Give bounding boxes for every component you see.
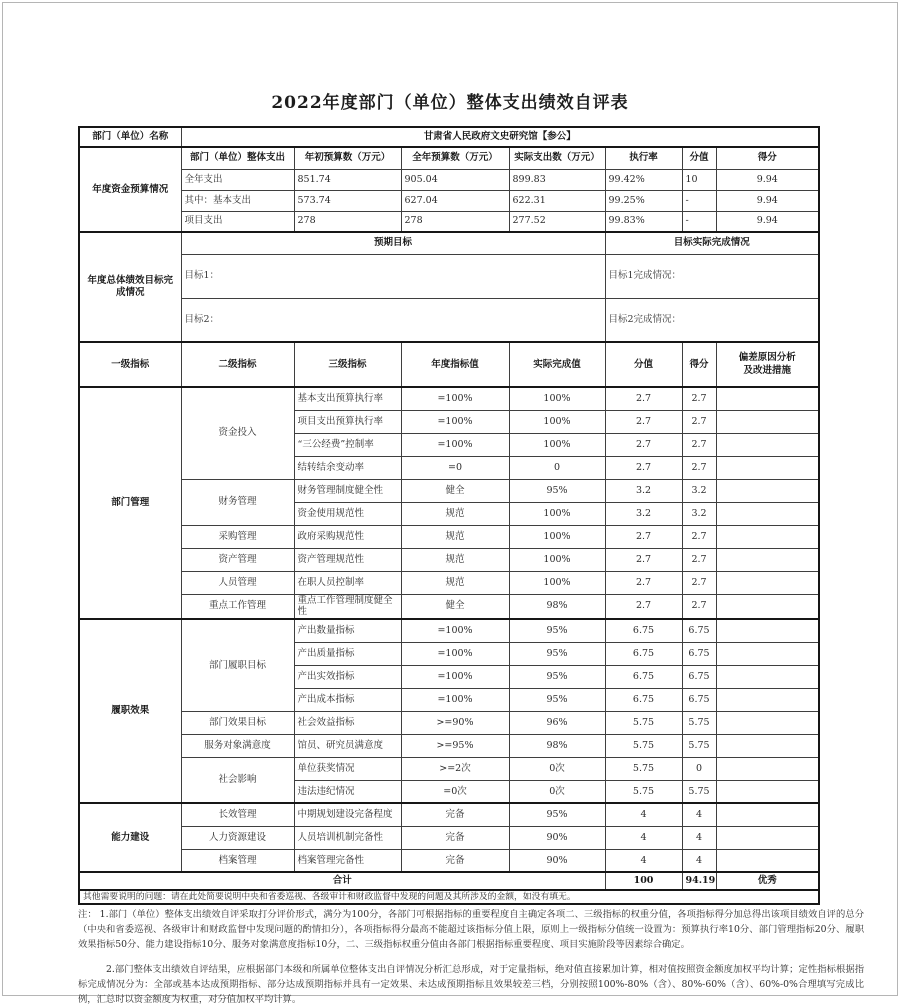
score-cell: 6.75 bbox=[682, 665, 716, 688]
points-cell: 2.7 bbox=[605, 410, 682, 433]
level3-cell: “三公经费”控制率 bbox=[294, 433, 401, 456]
indicator-row bbox=[79, 548, 819, 571]
score-cell: 9.94 bbox=[716, 169, 819, 190]
goal2-actual-cell: 目标2完成情况： bbox=[605, 298, 819, 342]
points-cell: 2.7 bbox=[605, 594, 682, 619]
level3-cell: 馆员、研究员满意度 bbox=[294, 734, 401, 757]
score-cell: 3.2 bbox=[682, 479, 716, 502]
level2-cell: 社会影响 bbox=[181, 757, 294, 803]
goals-header-row bbox=[79, 232, 819, 254]
score-cell: 2.7 bbox=[682, 525, 716, 548]
deviation-cell bbox=[716, 665, 819, 688]
actual-cell: 100% bbox=[509, 502, 605, 525]
initial-budget-cell: 573.74 bbox=[294, 190, 401, 211]
goal1-expected-cell: 目标1： bbox=[181, 254, 605, 298]
budget-col-header: 全年预算数（万元） bbox=[401, 147, 509, 169]
target-cell: 健全 bbox=[401, 479, 509, 502]
score-cell: 5.75 bbox=[682, 734, 716, 757]
budget-row-project bbox=[79, 211, 819, 232]
points-cell: 4 bbox=[605, 849, 682, 872]
score-cell: 3.2 bbox=[682, 502, 716, 525]
level2-cell: 资金投入 bbox=[181, 387, 294, 479]
deviation-cell bbox=[716, 619, 819, 642]
target-cell: >=90% bbox=[401, 711, 509, 734]
annual-budget-cell: 905.04 bbox=[401, 169, 509, 190]
target-cell: 规范 bbox=[401, 571, 509, 594]
total-label: 合计 bbox=[79, 872, 605, 890]
indicators-header-row bbox=[79, 342, 819, 387]
target-cell: 规范 bbox=[401, 525, 509, 548]
budget-col-header: 执行率 bbox=[605, 147, 682, 169]
level3-cell: 档案管理完备性 bbox=[294, 849, 401, 872]
points-cell: 3.2 bbox=[605, 479, 682, 502]
annual-budget-cell: 627.04 bbox=[401, 190, 509, 211]
indicator-row bbox=[79, 849, 819, 872]
level2-cell: 财务管理 bbox=[181, 479, 294, 525]
actual-cell: 100% bbox=[509, 571, 605, 594]
level3-cell: 项目支出预算执行率 bbox=[294, 410, 401, 433]
points-cell: 2.7 bbox=[605, 433, 682, 456]
actual-cell: 100% bbox=[509, 410, 605, 433]
actual-cell: 95% bbox=[509, 803, 605, 826]
budget-header-row bbox=[79, 147, 819, 169]
budget-row-label: 其中：基本支出 bbox=[181, 190, 294, 211]
points-cell: 6.75 bbox=[605, 665, 682, 688]
actual-cell: 100% bbox=[509, 433, 605, 456]
goal-row-2 bbox=[79, 298, 819, 342]
level3-cell: 基本支出预算执行率 bbox=[294, 387, 401, 410]
actual-cell: 95% bbox=[509, 642, 605, 665]
other-issues-row bbox=[79, 890, 819, 904]
score-cell: 5.75 bbox=[682, 780, 716, 803]
footnotes bbox=[78, 908, 864, 1008]
deviation-cell bbox=[716, 780, 819, 803]
actual-cell: 95% bbox=[509, 479, 605, 502]
actual-cell: 100% bbox=[509, 525, 605, 548]
points-cell: - bbox=[682, 211, 716, 232]
deviation-header-line1: 偏差原因分析 bbox=[738, 352, 796, 364]
department-name-row bbox=[79, 127, 819, 147]
indicator-col-header: 三级指标 bbox=[294, 342, 401, 387]
actual-cell: 90% bbox=[509, 826, 605, 849]
total-score-cell: 94.19 bbox=[682, 872, 716, 890]
deviation-cell bbox=[716, 525, 819, 548]
score-cell: 4 bbox=[682, 826, 716, 849]
deviation-cell bbox=[716, 594, 819, 619]
indicator-row bbox=[79, 594, 819, 619]
level3-cell: 资产管理规范性 bbox=[294, 548, 401, 571]
footnote-paragraph-2: 2.部门整体支出绩效自评结果，应根据部门本级和所属单位整体支出自评情况分析汇总形成，对于定量指标，绝对值直接累加计算，相对值按照资金额度加权平均计算；定性指标根据指标完成情况分为：全部或基本达成预期指标、部分达成预期指标并具有一定效果、未达成预期指标且效果较差三档，分别按照100%-80%（含）、80%-60%（含）、60%-0%合理填写完成比例，汇总时以资金额度为权重，对分值加权平均计算。 bbox=[78, 964, 864, 1005]
indicator-row bbox=[79, 387, 819, 410]
deviation-cell bbox=[716, 849, 819, 872]
level3-cell: 违法违纪情况 bbox=[294, 780, 401, 803]
score-cell: 0 bbox=[682, 757, 716, 780]
actual-expense-cell: 277.52 bbox=[509, 211, 605, 232]
level3-cell: 在职人员控制率 bbox=[294, 571, 401, 594]
indicator-row bbox=[79, 571, 819, 594]
deviation-cell bbox=[716, 757, 819, 780]
score-cell: 2.7 bbox=[682, 594, 716, 619]
actual-cell: 0次 bbox=[509, 780, 605, 803]
indicator-row bbox=[79, 619, 819, 642]
target-cell: 健全 bbox=[401, 594, 509, 619]
goal1-actual-cell: 目标1完成情况： bbox=[605, 254, 819, 298]
level2-cell: 部门履职目标 bbox=[181, 619, 294, 711]
goal2-expected-cell: 目标2： bbox=[181, 298, 605, 342]
points-cell: 5.75 bbox=[605, 757, 682, 780]
level2-cell: 资产管理 bbox=[181, 548, 294, 571]
score-cell: 2.7 bbox=[682, 387, 716, 410]
execution-rate-cell: 99.25% bbox=[605, 190, 682, 211]
level2-cell: 档案管理 bbox=[181, 849, 294, 872]
points-cell: 5.75 bbox=[605, 780, 682, 803]
actual-cell: 98% bbox=[509, 594, 605, 619]
department-name-value: 甘肃省人民政府文史研究馆【参公】 bbox=[181, 127, 819, 147]
target-cell: =100% bbox=[401, 433, 509, 456]
actual-cell: 95% bbox=[509, 688, 605, 711]
actual-cell: 100% bbox=[509, 387, 605, 410]
budget-col-header: 部门（单位）整体支出 bbox=[181, 147, 294, 169]
deviation-cell bbox=[716, 688, 819, 711]
target-cell: =100% bbox=[401, 642, 509, 665]
target-cell: 规范 bbox=[401, 502, 509, 525]
deviation-cell bbox=[716, 803, 819, 826]
indicator-col-header: 一级指标 bbox=[79, 342, 181, 387]
level3-cell: 产出质量指标 bbox=[294, 642, 401, 665]
deviation-cell bbox=[716, 387, 819, 410]
initial-budget-cell: 851.74 bbox=[294, 169, 401, 190]
target-cell: =0 bbox=[401, 456, 509, 479]
indicator-row bbox=[79, 757, 819, 780]
deviation-cell bbox=[716, 502, 819, 525]
goals-section-label: 年度总体绩效目标完成情况 bbox=[79, 232, 181, 342]
score-cell: 2.7 bbox=[682, 410, 716, 433]
annual-budget-cell: 278 bbox=[401, 211, 509, 232]
target-cell: >=95% bbox=[401, 734, 509, 757]
level3-cell: 政府采购规范性 bbox=[294, 525, 401, 548]
target-cell: =100% bbox=[401, 387, 509, 410]
points-cell: - bbox=[682, 190, 716, 211]
score-cell: 2.7 bbox=[682, 433, 716, 456]
score-cell: 6.75 bbox=[682, 619, 716, 642]
level2-cell: 部门效果目标 bbox=[181, 711, 294, 734]
actual-cell: 0 bbox=[509, 456, 605, 479]
indicator-col-header: 得分 bbox=[682, 342, 716, 387]
actual-goal-header: 目标实际完成情况 bbox=[605, 232, 819, 254]
budget-row-total bbox=[79, 169, 819, 190]
points-cell: 2.7 bbox=[605, 525, 682, 548]
deviation-header-line2: 及改进措施 bbox=[743, 364, 792, 376]
points-cell: 6.75 bbox=[605, 619, 682, 642]
deviation-cell bbox=[716, 711, 819, 734]
execution-rate-cell: 99.42% bbox=[605, 169, 682, 190]
points-cell: 2.7 bbox=[605, 548, 682, 571]
budget-col-header: 实际支出数（万元） bbox=[509, 147, 605, 169]
points-cell: 10 bbox=[682, 169, 716, 190]
actual-cell: 95% bbox=[509, 619, 605, 642]
score-cell: 2.7 bbox=[682, 548, 716, 571]
indicator-col-header: 年度指标值 bbox=[401, 342, 509, 387]
deviation-cell bbox=[716, 734, 819, 757]
budget-col-header: 年初预算数（万元） bbox=[294, 147, 401, 169]
other-issues-note: 其他需要说明的问题：请在此处简要说明中央和省委巡视、各级审计和财政监督中发现的问题及其所涉及的金额，如没有填无。 bbox=[79, 890, 819, 904]
page-title: 2022年度部门（单位）整体支出绩效自评表 bbox=[271, 93, 629, 113]
footnote-paragraph-1: 注： 1.部门（单位）整体支出绩效自评采取打分评价形式，满分为100分，各部门可根据指标的重要程度自主确定各项二、三级指标的权重分值，各项指标得分加总得出该项目绩效自评的总分（中央和省委巡视、各级审计和财政监督中发现问题的酌情扣分），各项指标得分最高不能超过该指标分值上限，原则上一级指标分值统一设置为：预算执行率10分、部门管理指标20分、履职效果指标50分、能力建设指标10分、服务对象满意度指标10分，二、三级指标权重分值由各部门根据指标重要程度、项目实施阶段等因素综合确定。 bbox=[78, 909, 864, 950]
level1-cell: 履职效果 bbox=[79, 619, 181, 803]
actual-cell: 96% bbox=[509, 711, 605, 734]
expected-goal-header: 预期目标 bbox=[181, 232, 605, 254]
target-cell: 完备 bbox=[401, 826, 509, 849]
target-cell: =100% bbox=[401, 665, 509, 688]
target-cell: =100% bbox=[401, 410, 509, 433]
points-cell: 6.75 bbox=[605, 642, 682, 665]
deviation-cell bbox=[716, 642, 819, 665]
deviation-cell bbox=[716, 826, 819, 849]
score-cell: 9.94 bbox=[716, 190, 819, 211]
level2-cell: 采购管理 bbox=[181, 525, 294, 548]
points-cell: 2.7 bbox=[605, 456, 682, 479]
points-cell: 3.2 bbox=[605, 502, 682, 525]
department-name-label: 部门（单位）名称 bbox=[79, 127, 181, 147]
indicator-row bbox=[79, 803, 819, 826]
target-cell: =100% bbox=[401, 619, 509, 642]
deviation-cell bbox=[716, 433, 819, 456]
score-cell: 2.7 bbox=[682, 456, 716, 479]
goal-row-1 bbox=[79, 254, 819, 298]
score-cell: 6.75 bbox=[682, 688, 716, 711]
total-row bbox=[79, 872, 819, 890]
level3-cell: 产出数量指标 bbox=[294, 619, 401, 642]
budget-col-header: 得分 bbox=[716, 147, 819, 169]
level3-cell: 社会效益指标 bbox=[294, 711, 401, 734]
points-cell: 6.75 bbox=[605, 688, 682, 711]
total-points-cell: 100 bbox=[605, 872, 682, 890]
self-evaluation-table bbox=[78, 126, 820, 905]
level3-cell: 重点工作管理制度健全性 bbox=[294, 594, 401, 619]
level2-cell: 长效管理 bbox=[181, 803, 294, 826]
score-cell: 5.75 bbox=[682, 711, 716, 734]
total-grade-cell: 优秀 bbox=[716, 872, 819, 890]
score-cell: 4 bbox=[682, 803, 716, 826]
level2-cell: 重点工作管理 bbox=[181, 594, 294, 619]
indicator-row bbox=[79, 479, 819, 502]
actual-expense-cell: 899.83 bbox=[509, 169, 605, 190]
actual-cell: 95% bbox=[509, 665, 605, 688]
indicator-row bbox=[79, 711, 819, 734]
execution-rate-cell: 99.83% bbox=[605, 211, 682, 232]
level2-cell: 服务对象满意度 bbox=[181, 734, 294, 757]
points-cell: 2.7 bbox=[605, 571, 682, 594]
budget-row-basic bbox=[79, 190, 819, 211]
points-cell: 5.75 bbox=[605, 711, 682, 734]
target-cell: 完备 bbox=[401, 803, 509, 826]
level3-cell: 财务管理制度健全性 bbox=[294, 479, 401, 502]
indicator-row bbox=[79, 826, 819, 849]
score-cell: 9.94 bbox=[716, 211, 819, 232]
target-cell: 完备 bbox=[401, 849, 509, 872]
level2-cell: 人力资源建设 bbox=[181, 826, 294, 849]
deviation-cell bbox=[716, 410, 819, 433]
budget-section-label: 年度资金预算情况 bbox=[79, 147, 181, 232]
indicator-row bbox=[79, 525, 819, 548]
deviation-cell bbox=[716, 548, 819, 571]
points-cell: 4 bbox=[605, 826, 682, 849]
target-cell: =100% bbox=[401, 688, 509, 711]
budget-row-label: 全年支出 bbox=[181, 169, 294, 190]
actual-expense-cell: 622.31 bbox=[509, 190, 605, 211]
level3-cell: 结转结余变动率 bbox=[294, 456, 401, 479]
score-cell: 2.7 bbox=[682, 571, 716, 594]
level3-cell: 产出实效指标 bbox=[294, 665, 401, 688]
points-cell: 4 bbox=[605, 803, 682, 826]
initial-budget-cell: 278 bbox=[294, 211, 401, 232]
indicator-col-header: 二级指标 bbox=[181, 342, 294, 387]
level3-cell: 人员培训机制完备性 bbox=[294, 826, 401, 849]
points-cell: 5.75 bbox=[605, 734, 682, 757]
deviation-cell bbox=[716, 571, 819, 594]
deviation-cell bbox=[716, 479, 819, 502]
score-cell: 6.75 bbox=[682, 642, 716, 665]
target-cell: >=2次 bbox=[401, 757, 509, 780]
level3-cell: 中期规划建设完备程度 bbox=[294, 803, 401, 826]
indicator-col-header: 实际完成值 bbox=[509, 342, 605, 387]
deviation-cell bbox=[716, 456, 819, 479]
actual-cell: 100% bbox=[509, 548, 605, 571]
actual-cell: 98% bbox=[509, 734, 605, 757]
level1-cell: 部门管理 bbox=[79, 387, 181, 619]
points-cell: 2.7 bbox=[605, 387, 682, 410]
indicator-row bbox=[79, 734, 819, 757]
level3-cell: 单位获奖情况 bbox=[294, 757, 401, 780]
deviation-col-header bbox=[716, 342, 819, 387]
target-cell: 规范 bbox=[401, 548, 509, 571]
score-cell: 4 bbox=[682, 849, 716, 872]
actual-cell: 0次 bbox=[509, 757, 605, 780]
budget-col-header: 分值 bbox=[682, 147, 716, 169]
indicator-col-header: 分值 bbox=[605, 342, 682, 387]
budget-row-label: 项目支出 bbox=[181, 211, 294, 232]
actual-cell: 90% bbox=[509, 849, 605, 872]
level3-cell: 产出成本指标 bbox=[294, 688, 401, 711]
level3-cell: 资金使用规范性 bbox=[294, 502, 401, 525]
target-cell: =0次 bbox=[401, 780, 509, 803]
level2-cell: 人员管理 bbox=[181, 571, 294, 594]
level1-cell: 能力建设 bbox=[79, 803, 181, 872]
